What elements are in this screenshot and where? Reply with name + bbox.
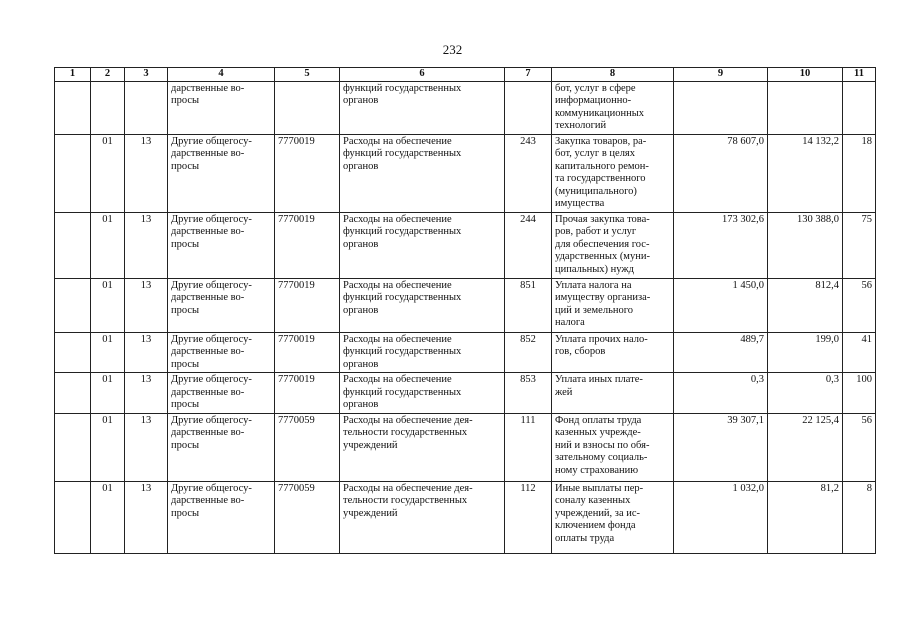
expense-type-name-cell: Уплата прочих нало- гов, сборов [552, 332, 674, 373]
row-number-cell [55, 278, 91, 332]
row-number-cell [55, 332, 91, 373]
section-name-cell: Другие общегосу- дарственные во- просы [168, 212, 275, 278]
section-name-cell: дарственные во- просы [168, 81, 275, 134]
planned-amount-cell [674, 81, 768, 134]
expense-type-name-cell: Иные выплаты пер- соналу казенных учреждений, за ис- ключением фонда оплаты труда [552, 481, 674, 553]
header-col-3: 3 [125, 68, 168, 82]
execution-percent-cell: 100 [843, 373, 876, 414]
section-code-cell: 01 [91, 332, 125, 373]
article-name-cell: Расходы на обеспечение функций государственных органов [340, 278, 505, 332]
table-row [55, 332, 876, 373]
subsection-code-cell: 13 [125, 278, 168, 332]
planned-amount-cell: 1 450,0 [674, 278, 768, 332]
target-article-cell: 7770019 [275, 212, 340, 278]
planned-amount-cell: 0,3 [674, 373, 768, 414]
table-row [55, 481, 876, 553]
execution-percent-cell: 41 [843, 332, 876, 373]
execution-percent-cell: 75 [843, 212, 876, 278]
header-col-6: 6 [340, 68, 505, 82]
executed-amount-cell [768, 81, 843, 134]
header-col-9: 9 [674, 68, 768, 82]
section-code-cell: 01 [91, 373, 125, 414]
executed-amount-cell: 0,3 [768, 373, 843, 414]
row-number-cell [55, 134, 91, 212]
expense-type-name-cell: Закупка товаров, ра- бот, услуг в целях капитального ремон- та государственного (муниципального) имущества [552, 134, 674, 212]
row-number-cell [55, 81, 91, 134]
target-article-cell: 7770019 [275, 332, 340, 373]
budget-table [54, 67, 876, 554]
expense-type-cell: 852 [505, 332, 552, 373]
planned-amount-cell: 78 607,0 [674, 134, 768, 212]
subsection-code-cell: 13 [125, 481, 168, 553]
execution-percent-cell: 8 [843, 481, 876, 553]
executed-amount-cell: 81,2 [768, 481, 843, 553]
article-name-cell: Расходы на обеспечение функций государственных органов [340, 134, 505, 212]
section-name-cell: Другие общегосу- дарственные во- просы [168, 413, 275, 481]
article-name-cell: Расходы на обеспечение дея- тельности государственных учреждений [340, 413, 505, 481]
section-name-cell: Другие общегосу- дарственные во- просы [168, 373, 275, 414]
table-row [55, 278, 876, 332]
header-col-5: 5 [275, 68, 340, 82]
header-col-10: 10 [768, 68, 843, 82]
subsection-code-cell: 13 [125, 332, 168, 373]
executed-amount-cell: 812,4 [768, 278, 843, 332]
header-col-11: 11 [843, 68, 876, 82]
row-number-cell [55, 212, 91, 278]
subsection-code-cell [125, 81, 168, 134]
target-article-cell [275, 81, 340, 134]
expense-type-name-cell: Уплата иных плате- жей [552, 373, 674, 414]
row-number-cell [55, 373, 91, 414]
section-code-cell: 01 [91, 413, 125, 481]
row-number-cell [55, 413, 91, 481]
target-article-cell: 7770059 [275, 413, 340, 481]
target-article-cell: 7770059 [275, 481, 340, 553]
target-article-cell: 7770019 [275, 134, 340, 212]
table-row [55, 413, 876, 481]
execution-percent-cell: 56 [843, 413, 876, 481]
subsection-code-cell: 13 [125, 373, 168, 414]
planned-amount-cell: 489,7 [674, 332, 768, 373]
expense-type-name-cell: Фонд оплаты труда казенных учрежде- ний и взносы по обя- зательному социаль- ному страхованию [552, 413, 674, 481]
table-row [55, 373, 876, 414]
expense-type-cell [505, 81, 552, 134]
execution-percent-cell [843, 81, 876, 134]
header-col-8: 8 [552, 68, 674, 82]
article-name-cell: Расходы на обеспечение функций государственных органов [340, 373, 505, 414]
section-code-cell: 01 [91, 134, 125, 212]
executed-amount-cell: 199,0 [768, 332, 843, 373]
executed-amount-cell: 22 125,4 [768, 413, 843, 481]
section-name-cell: Другие общегосу- дарственные во- просы [168, 481, 275, 553]
execution-percent-cell: 56 [843, 278, 876, 332]
target-article-cell: 7770019 [275, 278, 340, 332]
header-col-4: 4 [168, 68, 275, 82]
expense-type-cell: 112 [505, 481, 552, 553]
table-body [55, 81, 876, 553]
expense-type-cell: 243 [505, 134, 552, 212]
section-code-cell: 01 [91, 481, 125, 553]
target-article-cell: 7770019 [275, 373, 340, 414]
planned-amount-cell: 39 307,1 [674, 413, 768, 481]
planned-amount-cell: 173 302,6 [674, 212, 768, 278]
header-col-7: 7 [505, 68, 552, 82]
expense-type-name-cell: Прочая закупка това- ров, работ и услуг для обеспечения гос- ударственных (муни- ципальных) нужд [552, 212, 674, 278]
planned-amount-cell: 1 032,0 [674, 481, 768, 553]
header-col-1: 1 [55, 68, 91, 82]
expense-type-cell: 851 [505, 278, 552, 332]
table-row [55, 134, 876, 212]
section-name-cell: Другие общегосу- дарственные во- просы [168, 134, 275, 212]
article-name-cell: Расходы на обеспечение функций государственных органов [340, 332, 505, 373]
section-code-cell: 01 [91, 278, 125, 332]
article-name-cell: функций государственных органов [340, 81, 505, 134]
subsection-code-cell: 13 [125, 134, 168, 212]
section-code-cell: 01 [91, 212, 125, 278]
section-name-cell: Другие общегосу- дарственные во- просы [168, 332, 275, 373]
expense-type-cell: 244 [505, 212, 552, 278]
row-number-cell [55, 481, 91, 553]
expense-type-cell: 853 [505, 373, 552, 414]
table-row [55, 212, 876, 278]
subsection-code-cell: 13 [125, 413, 168, 481]
header-row [55, 68, 876, 82]
article-name-cell: Расходы на обеспечение функций государственных органов [340, 212, 505, 278]
expense-type-name-cell: бот, услуг в сфере информационно- коммуникационных технологий [552, 81, 674, 134]
executed-amount-cell: 130 388,0 [768, 212, 843, 278]
header-col-2: 2 [91, 68, 125, 82]
page-number: 232 [442, 42, 463, 57]
section-code-cell [91, 81, 125, 134]
subsection-code-cell: 13 [125, 212, 168, 278]
execution-percent-cell: 18 [843, 134, 876, 212]
article-name-cell: Расходы на обеспечение дея- тельности государственных учреждений [340, 481, 505, 553]
section-name-cell: Другие общегосу- дарственные во- просы [168, 278, 275, 332]
expense-type-name-cell: Уплата налога на имуществу организа- ций и земельного налога [552, 278, 674, 332]
table-row [55, 81, 876, 134]
expense-type-cell: 111 [505, 413, 552, 481]
executed-amount-cell: 14 132,2 [768, 134, 843, 212]
